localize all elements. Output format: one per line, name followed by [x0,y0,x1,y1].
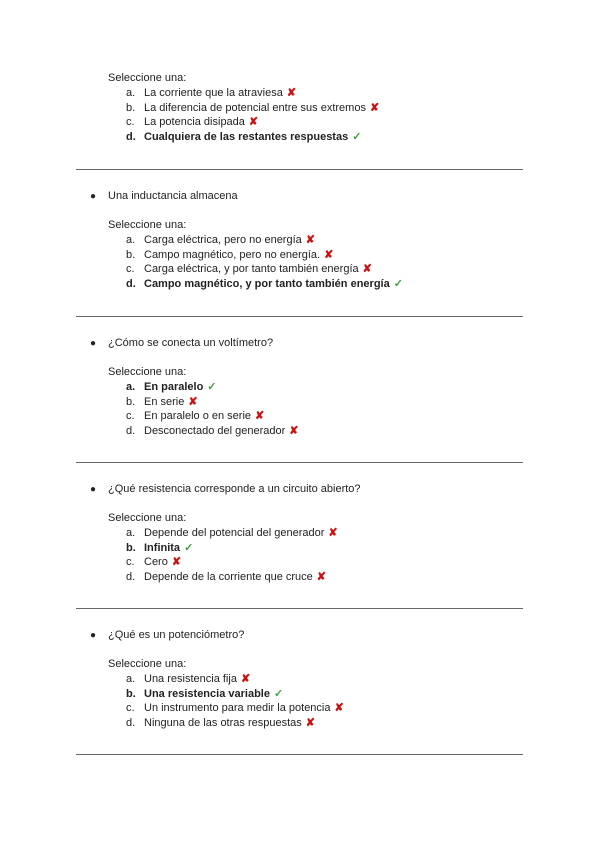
option-text: En serie [144,395,185,408]
option-d [126,130,379,145]
option-letter: c. [126,116,135,129]
check-mark-icon: ✓ [207,381,217,393]
wrong-mark-icon: ✘ [305,234,315,246]
option-b [126,395,298,410]
wrong-mark-icon: ✘ [286,87,297,99]
option-letter: d. [126,716,136,729]
option-a [126,526,338,541]
options-list [126,380,298,438]
wrong-mark-icon: ✘ [240,673,251,685]
question-text: Una inductancia almacena [108,190,238,202]
question-text: ¿Qué resistencia corresponde a un circuito abierto? [108,483,361,495]
option-d [126,277,403,292]
option-letter: b. [126,248,136,261]
check-mark-icon: ✓ [393,277,403,290]
option-letter: c. [126,263,135,276]
option-c [126,701,344,716]
option-letter: d. [126,277,136,290]
option-text: Depende del potencial del generador [144,527,325,539]
option-text: Ninguna de las otras respuestas [144,716,302,729]
option-b [126,687,344,702]
option-text: Depende de la corriente que cruce [144,570,313,583]
option-a [126,380,298,395]
option-c [126,409,298,424]
option-b [126,541,338,556]
option-d [126,570,338,585]
option-b [126,101,379,116]
option-d [126,716,344,731]
question-text: ¿Qué es un potenciómetro? [108,629,245,641]
option-text: Campo magnético, pero no energía. [144,248,321,261]
option-text: En paralelo [144,381,204,393]
bullet-icon: ● [90,484,97,495]
wrong-mark-icon: ✘ [188,395,198,408]
separator-rule [76,316,523,317]
option-letter: d. [126,424,136,437]
option-a [126,233,403,248]
separator-rule [76,462,523,463]
option-text: La corriente que la atraviesa [144,87,283,99]
bullet-icon: ● [90,338,97,349]
option-letter: c. [126,410,135,423]
wrong-mark-icon: ✘ [289,424,299,437]
option-c [126,262,403,277]
option-letter: b. [126,541,136,554]
select-one-label: Seleccione una: [108,366,187,378]
separator-rule [76,754,523,755]
wrong-mark-icon: ✘ [362,263,372,276]
option-letter: a. [126,673,136,685]
bullet-icon: ● [90,191,97,202]
option-letter: d. [126,130,136,143]
option-a [126,86,379,101]
option-text: Carga eléctrica, y por tanto también energía [144,263,359,276]
select-one-label: Seleccione una: [108,72,187,84]
option-d [126,424,298,439]
check-mark-icon: ✓ [273,687,284,700]
option-text: Cero [144,556,168,569]
bullet-icon: ● [90,630,97,641]
option-letter: d. [126,570,136,583]
option-text: Desconectado del generador [144,424,286,437]
option-a [126,672,344,687]
wrong-mark-icon: ✘ [171,556,182,569]
wrong-mark-icon: ✘ [334,702,344,715]
option-c [126,115,379,130]
option-text: Infinita [144,541,181,554]
wrong-mark-icon: ✘ [369,101,380,114]
separator-rule [76,169,523,170]
options-list [126,86,379,144]
wrong-mark-icon: ✘ [248,116,259,129]
option-text: Carga eléctrica, pero no energía [144,234,302,246]
options-list [126,672,344,730]
option-letter: b. [126,687,136,700]
wrong-mark-icon: ✘ [255,410,265,423]
option-text: En paralelo o en serie [144,410,252,423]
option-text: Una resistencia variable [144,687,270,700]
option-letter: a. [126,234,136,246]
option-letter: c. [126,702,135,715]
option-letter: c. [126,556,135,569]
select-one-label: Seleccione una: [108,658,187,670]
options-list [126,233,403,291]
option-text: Campo magnético, y por tanto también energía [144,277,390,290]
separator-rule [76,608,523,609]
option-text: La potencia disipada [144,116,245,129]
option-letter: b. [126,395,136,408]
wrong-mark-icon: ✘ [324,248,334,261]
option-c [126,555,338,570]
select-one-label: Seleccione una: [108,219,187,231]
option-letter: a. [126,527,136,539]
select-one-label: Seleccione una: [108,512,187,524]
option-letter: b. [126,101,136,114]
option-text: Una resistencia fija [144,673,237,685]
wrong-mark-icon: ✘ [328,527,338,539]
option-letter: a. [126,87,136,99]
check-mark-icon: ✓ [184,541,194,554]
wrong-mark-icon: ✘ [316,570,326,583]
option-text: Un instrumento para medir la potencia [144,702,331,715]
options-list [126,526,338,584]
check-mark-icon: ✓ [352,130,362,143]
question-text: ¿Cómo se conecta un voltímetro? [108,337,274,349]
option-letter: a. [126,381,136,393]
option-text: La diferencia de potencial entre sus extremos [144,101,366,114]
option-text: Cualquiera de las restantes respuestas [144,130,349,143]
wrong-mark-icon: ✘ [305,716,315,729]
option-b [126,248,403,263]
